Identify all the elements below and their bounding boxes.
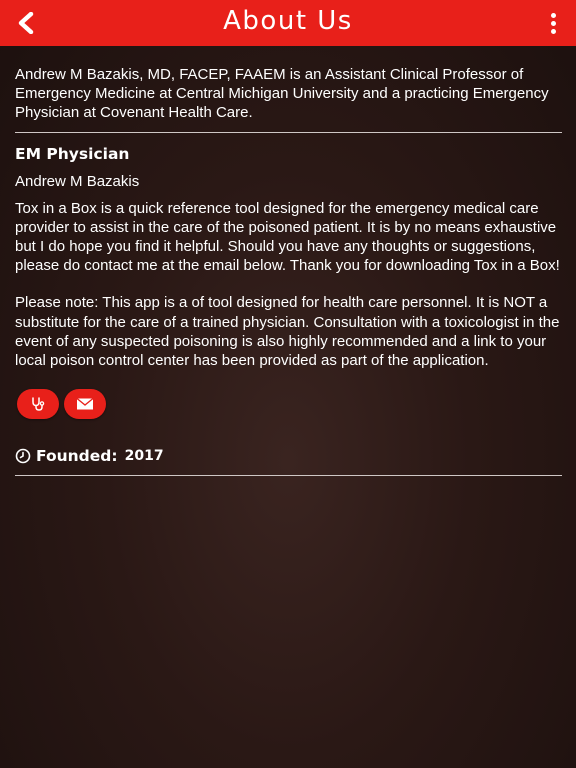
author-name: Andrew M Bazakis — [15, 172, 140, 190]
founded-row — [15, 447, 562, 465]
stethoscope-icon — [30, 396, 46, 412]
divider — [15, 475, 562, 476]
page-title: About Us — [223, 6, 353, 36]
stethoscope-button[interactable] — [17, 389, 59, 419]
email-button[interactable] — [64, 389, 106, 419]
description-paragraph: Tox in a Box is a quick reference tool designed for the emergency medical care provider to assist in the care of the poisoned patient. It is by no means exhaustive but I do hope you find it helpful. Should you have any thoughts or suggestions, please do contact me at the email below. Thank you for downloading Tox in a Box! — [15, 199, 560, 275]
section-title: EM Physician — [15, 144, 130, 163]
app-header — [0, 0, 576, 46]
divider — [15, 132, 562, 133]
clock-icon — [15, 448, 31, 464]
more-vertical-icon-dot — [551, 21, 556, 26]
disclaimer-paragraph: Please note: This app is a of tool designed for health care personnel. It is NOT a substitute for the care of a trained physician. Consultation with a toxicologist in the event of any suspected poisoning is also highly recommended and a link to your local poison control center has been provided as part of the application. — [15, 294, 560, 370]
founded-label: Founded: — [36, 447, 118, 466]
more-vertical-icon-dot — [551, 29, 556, 34]
founded-year: 2017 — [124, 448, 164, 465]
more-vertical-icon — [551, 13, 556, 18]
overflow-menu-button[interactable] — [546, 9, 560, 37]
about-content — [15, 65, 562, 476]
email-icon — [76, 397, 94, 411]
action-buttons — [17, 389, 562, 419]
intro-text: Andrew M Bazakis, MD, FACEP, FAAEM is an Assistant Clinical Professor of Emergency Medicine at Central Michigan University and a practicing Emergency Physician at Covenant Health Care. — [15, 66, 549, 122]
